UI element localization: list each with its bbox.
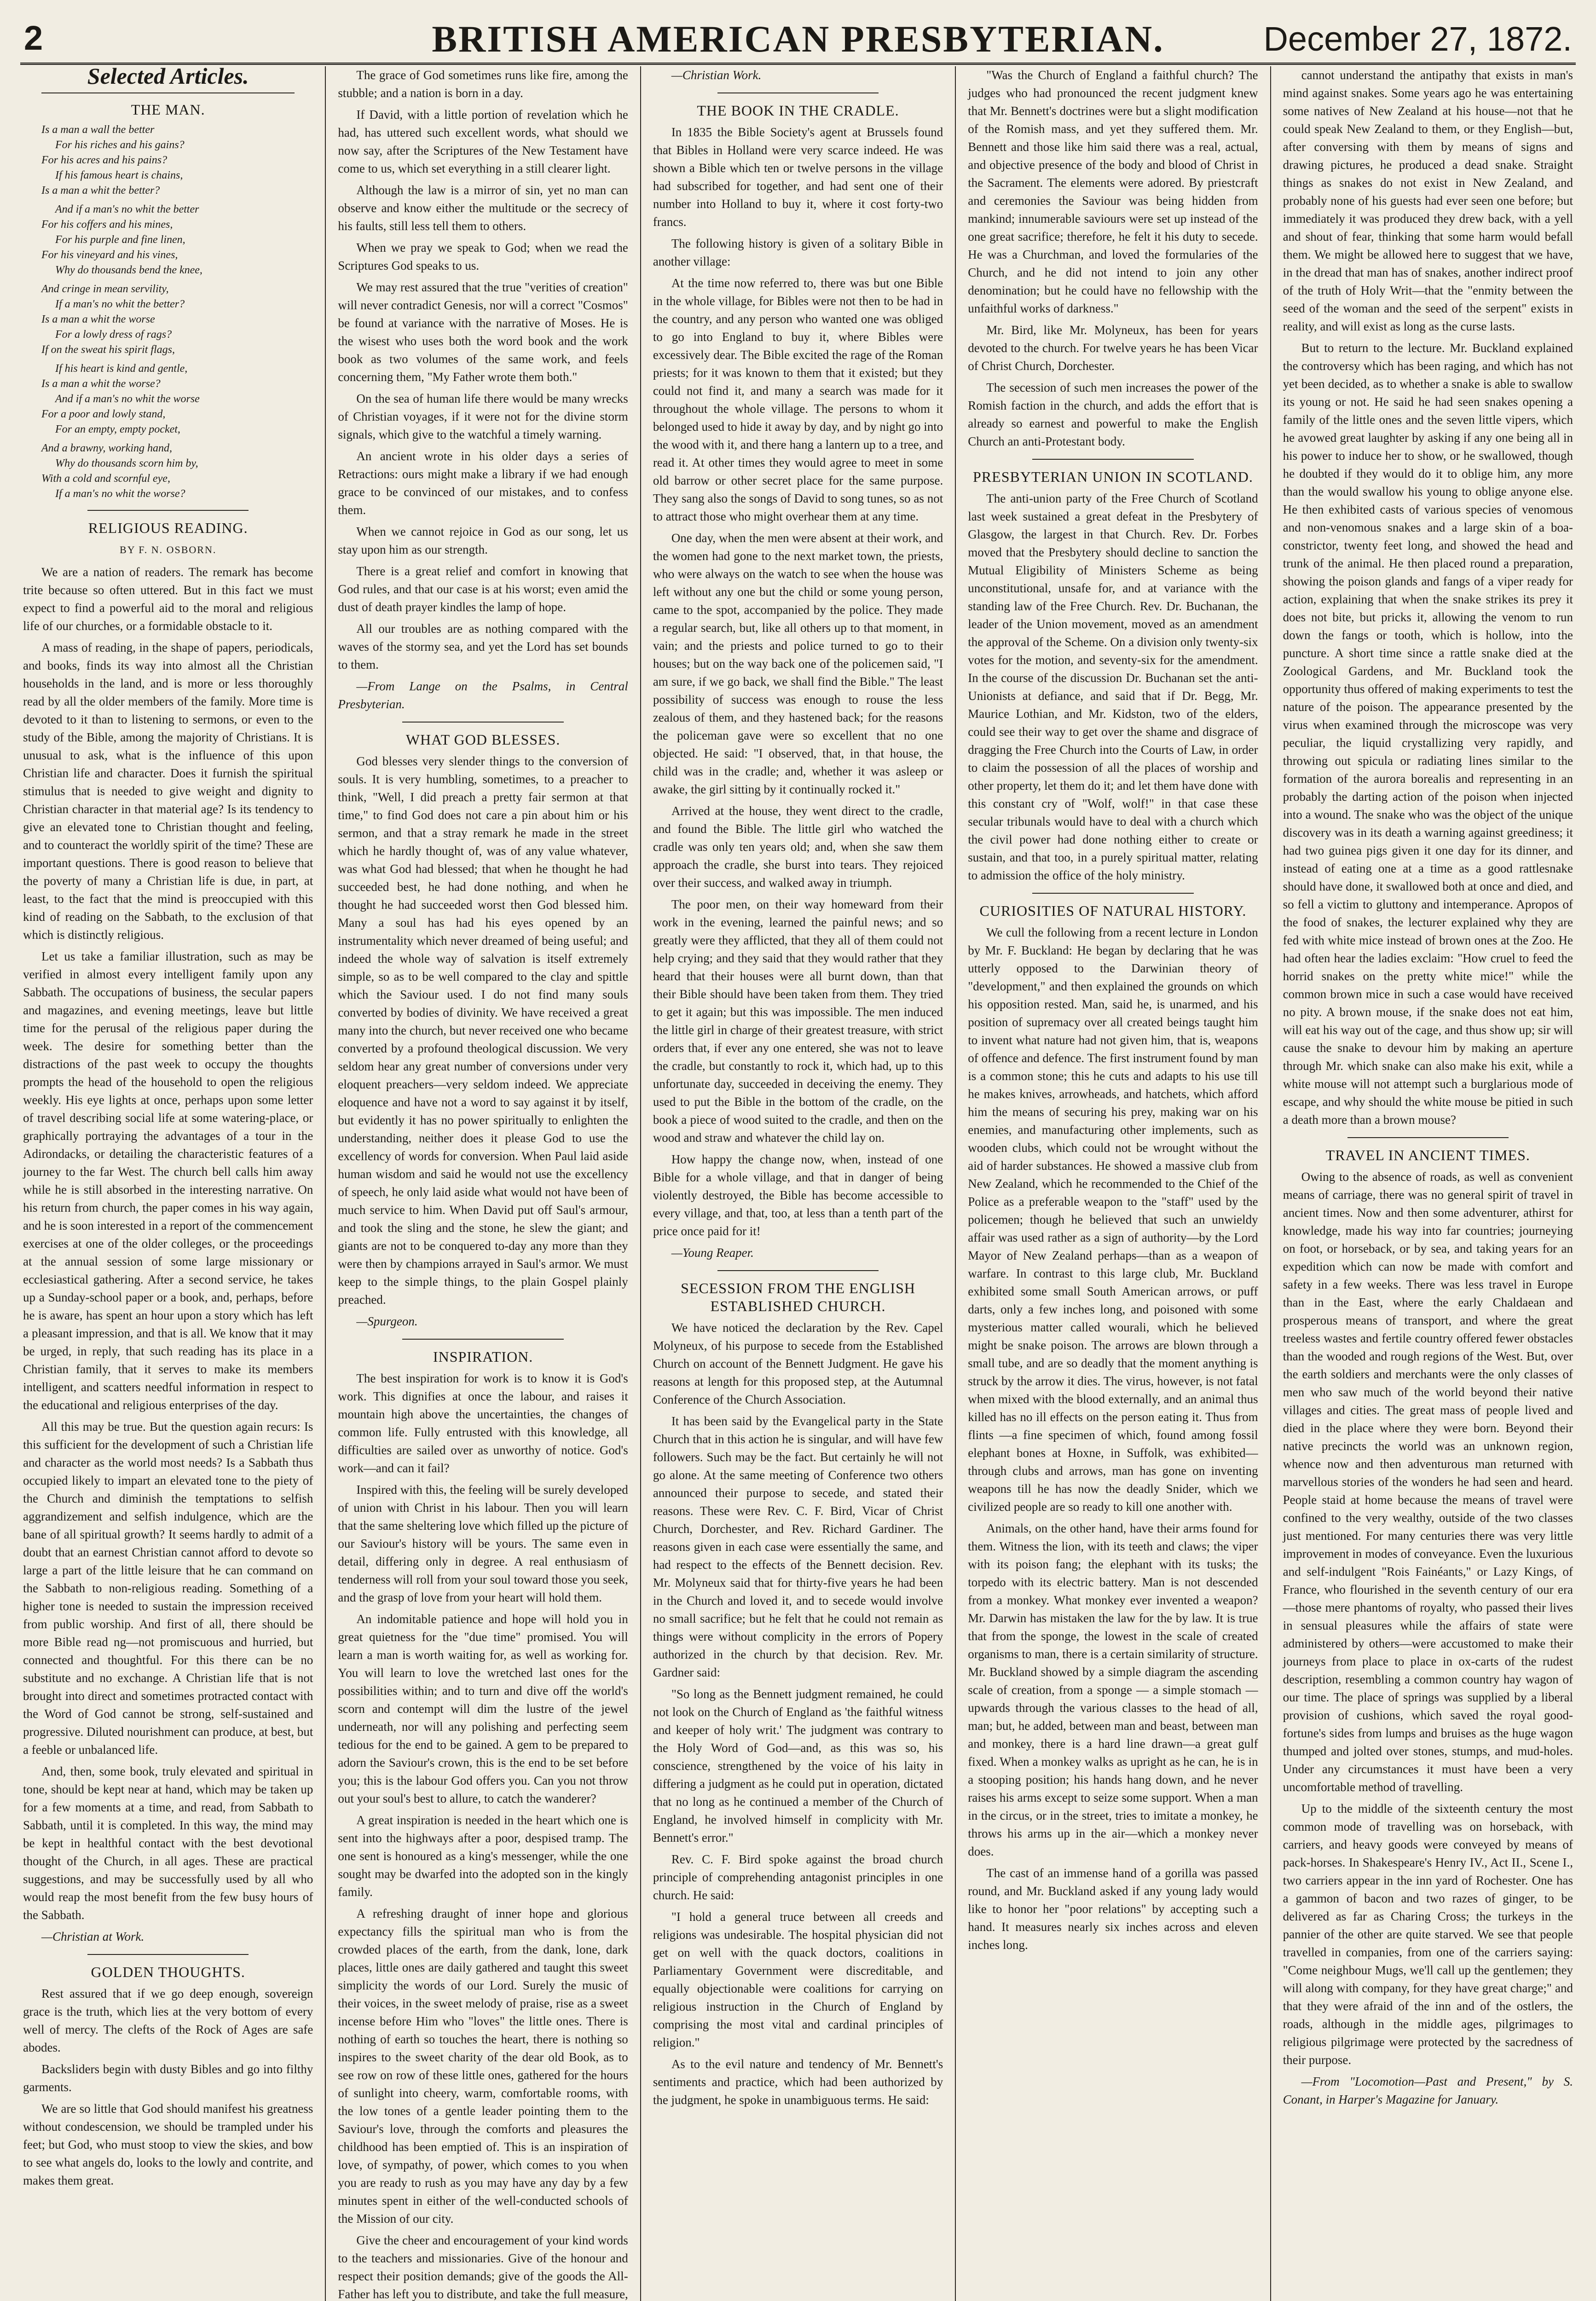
paragraph: "So long as the Bennett judgment remained, he could not look on the Church of England as 'the faithful witness and keeper of holy writ.' The judgment was contrary to the Holy Word of God—and, as this was so, his conscience, strengthened by the voice of his laity in differing a judgment as he could put in operation, dictated that no long as he continued a member of the Church of England, he involved himself in complicity with Mr. Bennett's error.": [653, 1687, 943, 1844]
paragraph: A refreshing draught of inner hope and glorious expectancy fills the spiritual man who is from the crowded places of the earth, from the dank, lone, dark places, little ones are daily gathered and taught this sweet simplicity the words of our Lord. Surely the music of their voices, in the sweet melody of praise, rise as a sweet incense before Him who "loves" the little ones. There is nothing of earth so touches the heart, there is nothing so inspires to the sweet charity of the dear old Book, as to see row on row of these little ones, gathered for the hours of sunlight into cheery, warm, comfortable rooms, with the low tones of a gentle leader pointing them to the Saviour's love, through the comforts and pleasures the childhood has been emptied of. This is an inspiration of love, of sympathy, of power, which comes to you when you are ready to rush as you may have any day by a few minutes spent in either of the well-conducted schools of the Mission of our city.: [338, 1907, 628, 2226]
paragraph: If David, with a little portion of revelation which he had, has uttered such excellent words, what should we now say, after the Scriptures of the New Testament have come to us, which set everything in a still clearer light.: [338, 108, 628, 175]
poem-man: [23, 122, 313, 502]
paragraph: At the time now referred to, there was but one Bible in the whole village, for Bibles were not then to be had in the country, and any person who wanted one was obliged to go into England to buy it, where Bibles were excessively dear. The Bible excited the rage of the Roman priests; for it was known to them that it existed; but they could not find it, and many a search was made for it throughout the whole village. The persons to whom it belonged used to hide it away by day, and by night go into the wood with it, and there hang a lantern up to a tree, and read it. At other times they would agree to meet in some old barrow or other secret place for the same purpose. They sang also the songs of David to song tunes, so as not to attract those who might overhear them at any time.: [653, 276, 943, 523]
article-body-secession-continued: [968, 66, 1258, 451]
paragraph: Owing to the absence of roads, as well as convenient means of carriage, there was no general spirit of travel in ancient times. Now and then some adventurer, athirst for knowledge, made his way into far countries; journeying on foot, or horseback, or by sea, and taking years for an expedition which can now be made with comfort and safety in a few weeks. There was less travel in Europe than in the East, where the early Chaldaean and prosperous means of transport, and where the great treeless wastes and fertile country offered fewer obstacles than the wooded and rough regions of the West. But, over the earth soldiers and merchants were the only classes of men who saw much of the world beyond their native villages and cities. The great mass of people lived and died in the place where they were born. Beyond their native precincts the world was an unknown region, whence now and then adventurous man returned with marvellous stories of the wonders he had seen and heard. People staid at home because the means of travel were confined to the very wealthy, outside of the two classes just mentioned. For many centuries there was very little improvement in modes of conveyance. Even the luxurious and self-indulgent "Rois Fainéants," or Lazy Kings, of France, who flourished in the seventh century of our era—those mere phantoms of royalty, who passed their lives in sensual pleasures while the affairs of state were administered by others—were accustomed to make their journeys from place to place in ox-carts of the rudest description, resembling a common country hay wagon of our time. The place of springs was supplied by a liberal provision of cushions, which saved the royal good-fortune's sides from lumps and bruises as the huge wagon thumped and jolted over stones, stumps, and mud-holes. Under any circumstances it must have been a very uncomfortable method of travelling.: [1283, 1170, 1573, 1794]
poem-line: And if a man's no whit the better: [55, 203, 199, 215]
paragraph: Inspired with this, the feeling will be surely developed of union with Christ in his labour. Then you will learn that the same sheltering love which filled up the picture of our Saviour's history will be yours. The same even in detail, differing only in degree. A real enthusiasm of tenderness will roll from your soul toward those you seek, and the grasp of love from your heart will hold them.: [338, 1483, 628, 1604]
poem-line: For his riches and his gains?: [55, 139, 185, 151]
article-source: —From "Locomotion—Past and Present," by S. Conant, in Harper's Magazine for January.: [1283, 2075, 1573, 2106]
article-title-inspiration: INSPIRATION.: [433, 1348, 533, 1365]
poem-line: If his famous heart is chains,: [55, 169, 183, 181]
paragraph: On the sea of human life there would be many wrecks of Christian voyages, if it were not for the divine storm signals, which give to the watchful a timely warning.: [338, 392, 628, 441]
paragraph: The grace of God sometimes runs like fire, among the stubble; and a nation is born in a day.: [338, 68, 628, 100]
article-source: —Young Reaper.: [671, 1246, 754, 1260]
divider: [87, 510, 249, 511]
article-title-man: THE MAN.: [131, 101, 205, 118]
paragraph: And, then, some book, truly elevated and spiritual in tone, should be kept near at hand, which may be taken up for a few moments at a time, and read, from Sabbath to Sabbath, until it is completed. In this way, the mind may be kept in healthful contact with the best devotional thought of the Church, in all ages. These are practical suggestions, and may be successfully used by all who would reap the most benefit from the few busy hours of the Sabbath.: [23, 1764, 313, 1922]
paragraph: One day, when the men were absent at their work, and the women had gone to the next market town, the priests, who were always on the watch to see when the house was left without any one but the child or some young person, came to the spot, accompanied by the police. They made a regular search, but, like all others up to that moment, in vain; and the priests and police turned to go to their houses; but on the way back one of the policemen said, "I am sure, if we go back, we shall find the Bible." The least possibility of success was enough to rouse the less zealous of them, and they hastened back; for the reasons the policeman gave were so excellent that no one objected. He said: "I observed, that, in that house, the child was in the cradle; and, whether it was asleep or awake, the girl sitting by it continually rocked it.": [653, 531, 943, 796]
poem-line: And a brawny, working hand,: [41, 442, 173, 454]
article-body-curiosities: [968, 924, 1258, 1954]
paragraph: Animals, on the other hand, have their arms found for them. Witness the lion, with its teeth and claws; the viper with its poison fang; the elephant with its tusks; the torpedo with its electric battery. Man is not descended from a monkey. What monkey ever invented a weapon? Mr. Darwin has mistaken the law for the by law. It is true that from the sponge, the lowest in the scale of created organisms to man, there is a certain similarity of structure. Mr. Buckland showed by a simple diagram the ascending scale of creation, from a sponge — a simple stomach — upwards through the various classes to the head of all, man; but, he added, between man and beast, between man and monkey, there is a hard line drawn—a great gulf fixed. When a monkey walks as upright as he can, he is in a stooping position; his hands hang down, and he never raises his arms except to seize some support. When a man in the circus, or in the street, tries to imitate a monkey, he throws his arms up in the air—which a monkey never does.: [968, 1521, 1258, 1858]
newspaper-title: BRITISH AMERICAN PRESBYTERIAN.: [432, 18, 1164, 60]
article-source: —Christian Work.: [671, 68, 762, 82]
paragraph: When we pray we speak to God; when we read the Scriptures God speaks to us.: [338, 241, 628, 272]
paragraph: How happy the change now, when, instead of one Bible for a whole village, and that in danger of being violently destroyed, the Bible has become accessible to every village, and that, too, at less than a tenth part of the price once paid for it!: [653, 1152, 943, 1238]
article-title-book-in-cradle: THE BOOK IN THE CRADLE.: [697, 102, 899, 119]
paragraph: Backsliders begin with dusty Bibles and go into filthy garments.: [23, 2062, 313, 2094]
poem-line: For his acres and his pains?: [41, 154, 168, 166]
paragraph: As to the evil nature and tendency of Mr. Bennett's sentiments and practice, which had been authorized by the judgment, he spoke in unambiguous terms. He said:: [653, 2057, 943, 2107]
poem-line: And if a man's no whit the worse: [55, 393, 200, 405]
poem-line: Is a man a whit the better?: [41, 185, 160, 197]
article-body-presbyterian-union: [968, 490, 1258, 885]
article-title-religious-reading: RELIGIOUS READING.: [88, 520, 248, 536]
paragraph: We cull the following from a recent lecture in London by Mr. F. Buckland: He began by declaring that he was utterly opposed to the Darwinian theory of "development," and then explained the grounds on which his opposition rested. Man, said he, is unarmed, and his position of supremacy over all created beings taught him to invent what nature had not given him, that is, weapons of offence and defence. The first instrument found by man is a common stone; this he cuts and adapts to his use till he makes knives, arrowheads, and hatchets, which afford him the means of securing his prey, making war on his enemies, and manufacturing other implements, such as wooden clubs, which could not be wrought without the aid of harder substances. He showed a massive club from New Zealand, which he recommended to the Chief of the Police as a preferable weapon to the "staff" used by the policemen; though he believed that such an unwieldy affair was used rather as a sign of authority—by the Lord Mayor of New Zealand perhaps—than as a weapon of warfare. In contrast to this large club, Mr. Buckland exhibited some small South American arrows, or puff darts, only a few inches long, and poisoned with some mysterious matter called wourali, which he believed might be snake poison. The arrows are blown through a small tube, and are so deadly that the moment anything is struck by the arrow it dies. The virus, however, is not fatal when mixed with the blood externally, and an animal thus killed has no ill effects on the person eating it. Thus from flints —a fine specimen of which, found among fossil elephant bones at Hoxne, in Suffolk, was exhibited—through clubs and arrows, man has gone on inventing weapons till he has now the deadly Snider, which we civilized people are so ready to kill one another with.: [968, 925, 1258, 1514]
article-source: —Christian at Work.: [41, 1930, 145, 1943]
paragraph: Arrived at the house, they went direct to the cradle, and found the Bible. The little girl who watched the cradle was only ten years old; and, when she saw them approach the cradle, she burst into tears. They rejoiced over their success, and walked away in triumph.: [653, 804, 943, 890]
poem-line: Why do thousands bend the knee,: [55, 264, 202, 276]
article-title-golden-thoughts: GOLDEN THOUGHTS.: [91, 1964, 245, 1980]
divider: [402, 1339, 563, 1340]
paragraph: The secession of such men increases the power of the Romish faction in the church, and adds the effort that is already so earnest and powerful to make the English Church an anti-Protestant body.: [968, 381, 1258, 448]
paragraph: The following history is given of a solitary Bible in another village:: [653, 237, 943, 268]
article-body-what-god-blesses: [338, 752, 628, 1309]
article-body-religious-reading: [23, 563, 313, 1924]
paragraph: There is a great relief and comfort in knowing that God rules, and that our case is at his worst; even amid the dust of death prayer kindles the lamp of hope.: [338, 564, 628, 614]
paragraph: An indomitable patience and hope will hold you in great quietness for the "due time" promised. You will learn a man is worth waiting for, as well as working for. You will learn to love the wretched last ones for the possibilities within; and to turn and dive off the world's scorn and contempt will dim the lustre of the jewel underneath, nor will any polishing and perfecting seem tedious for the end to be gained. A gem to be prepared to adorn the Saviour's crown, this is the end to be set before you; this is the labour God offers you. Can you not throw out your soul's best to allure, to catch the wanderer?: [338, 1612, 628, 1805]
paragraph: We are so little that God should manifest his greatness without condescension, we should be trampled under his feet; but God, who must stoop to view the skies, and bow to see what angels do, looks to the lowly and contrite, and makes them great.: [23, 2102, 313, 2187]
paragraph: Mr. Bird, like Mr. Molyneux, has been for years devoted to the church. For twelve years he has been Vicar of Christ Church, Dorchester.: [968, 323, 1258, 373]
article-body-book-in-cradle: [653, 123, 943, 1240]
paragraph: In 1835 the Bible Society's agent at Brussels found that Bibles in Holland were very scarce indeed. He was shown a Bible which ten or twelve persons in the village had subscribed for together, and had sent one of their number into Holland to buy it, where it cost forty-two francs.: [653, 125, 943, 229]
column-5: [1270, 66, 1576, 2301]
article-source: —Spurgeon.: [356, 1314, 418, 1328]
paragraph: Rest assured that if we go deep enough, sovereign grace is the truth, which lies at the very bottom of every well of mercy. The clefts of the Rock of Ages are safe abodes.: [23, 1987, 313, 2054]
paragraph: The cast of an immense hand of a gorilla was passed round, and Mr. Buckland asked if any young lady would like to honor her "poor relations" by accepting such a hand. It measures nearly six inches across and eleven inches long.: [968, 1866, 1258, 1952]
poem-line: For an empty, empty pocket,: [55, 423, 180, 435]
byline: BY F. N. OSBORN.: [120, 544, 217, 555]
article-title-travel: TRAVEL IN ANCIENT TIMES.: [1325, 1147, 1530, 1163]
paragraph: The anti-union party of the Free Church of Scotland last week sustained a great defeat in the Presbytery of Glasgow, the largest in that Church. Rev. Dr. Forbes moved that the Presbytery should decline to sanction the Mutual Eligibility of Ministers Scheme as being unconstitutional, unsafe for, and at variance with the standing law of the Free Church. Rev. Dr. Buchanan, the leader of the Union movement, moved as an amendment the approval of the Scheme. On a division only twenty-six votes for the motion, and seventy-six for the amendment. In the course of the discussion Dr. Buchanan set the anti-Unionists at defiance, and said that if Dr. Begg, Mr. Maurice Lothian, and Mr. Kidston, two of the elders, could see their way to get over the shame and disgrace of dragging the Free Church into the Courts of Law, in order to claim the possession of all the places of worship and other property, let them do it; and let them have done with this constant cry of "Wolf, wolf!" in that case these secular tribunals would have to deal with a church which the civil power had done nothing either to create or sustain, and that too, in a purely spiritual matter, relating to admission the office of the holy ministry.: [968, 491, 1258, 882]
article-body-maxims: [338, 66, 628, 674]
paragraph: The best inspiration for work is to know it is God's work. This dignifies at once the labour, and raises it mountain high above the uncertainties, the changes of common life. Fully entrusted with this knowledge, all difficulties are sailed over as unworthy of notice. God's work—and can it fail?: [338, 1371, 628, 1475]
section-label: Selected Articles.: [87, 66, 249, 89]
divider: [1032, 893, 1193, 894]
poem-line: With a cold and scornful eye,: [41, 473, 170, 485]
divider: [87, 1954, 249, 1955]
paragraph: God blesses very slender things to the conversion of souls. It is very humbling, sometimes, to a preacher to think, "Well, I did preach a pretty fair sermon at that time," to find God does not care a pin about him or his sermon, and that a stray remark he made in the street which he hardly thought of, was of any value whatever, was what God had blessed; that when he thought he had succeeded best, he had done nothing, and when he thought he had succeeded worst then God blessed him. Many a soul has had his eyes opened by an instrumentality which never dreamed of being useful; and indeed the whole way of salvation is itself extremely simple, so as to be well compared to the clay and spittle which the Saviour used. I do not find many souls converted by bodies of divinity. We have received a great many into the church, but never received one who became converted by a profound theological discussion. We very seldom hear any great number of conversions under very eloquent preachers—very seldom indeed. We appreciate eloquence and have not a word to say against it by itself, but evidently it has no power spiritually to enlighten the understanding, neither does it please God to use the excellency of words for conversion. When Paul laid aside human wisdom and said he would not use the excellency of speech, he only laid aside what would not have been of much service to him. When David put off Saul's armour, and took the sling and the stone, he slew the giant; and giants are not to be conquered to-day any more than they were then by champions arrayed in Saul's armor. We must keep to the simple things, to the plain Gospel plainly preached.: [338, 754, 628, 1307]
article-body-secession: [653, 1319, 943, 2109]
paragraph: "I hold a general truce between all creeds and religions was undesirable. The hospital physician did not get on well with the quack doctors, coalitions in Parliamentary Government were discreditable, and equally objectionable were coalitions for carrying on religious instruction in the Church of England by comprising the most vital and cardinal principles of religion.": [653, 1910, 943, 2049]
paragraph: Let us take a familiar illustration, such as may be verified in almost every intelligent family upon any Sabbath. The occupations of business, the secular papers and magazines, and evening meetings, leave but little time for the perusal of the religious paper during the week. The desire for something better than the distractions of the past week to occupy the thoughts prompts the head of the household to open the religious weekly. His eye lights at once, perhaps upon some letter of travel describing social life at some watering-place, or graphically portraying the advantages of a tour in the Adirondacks, or detailing the characteristic features of a journey to the far West. The church bell calls him away while he is still absorbed in the interesting narrative. On his return from church, the paper comes in his way again, and he is soon interested in a report of the commencement exercises at one of the older colleges, or the proceedings at the annual session of some large missionary or ecclesiastical gathering. After a second service, he takes up a Sunday-school paper or a book, and, perhaps, before he is aware, has spent an hour upon a story which has left a pleasant impression, and that is all. We know that it may be urged, in reply, that such reading has its place in a Christian family, that it serves to make its members intelligent, and scatters needful information in respect to the educational and religious enterprises of the day.: [23, 949, 313, 1412]
column-2: [325, 66, 640, 2301]
poem-line: For his coffers and his mines,: [41, 219, 173, 231]
column-3: [640, 66, 955, 2301]
paragraph: Although the law is a mirror of sin, yet no man can observe and know either the multitude or the secrecy of his faults, still less tell them to others.: [338, 183, 628, 233]
article-body-curiosities-continued: [1283, 66, 1573, 1129]
issue-date: December 27, 1872.: [1263, 20, 1572, 58]
poem-line: If a man's no whit the worse?: [55, 488, 185, 500]
paragraph: Rev. C. F. Bird spoke against the broad church principle of comprehending antagonist principles in one church. He said:: [653, 1852, 943, 1902]
poem-line: Is a man a whit the worse: [41, 313, 155, 325]
paragraph: Give the cheer and encouragement of your kind words to the teachers and missionaries. Give of the honour and respect their position demands; give of the goods the All-Father has left you to distribute, and take the full measure,: [338, 2233, 628, 2301]
page-number: 2: [24, 19, 43, 57]
article-title-curiosities: CURIOSITIES OF NATURAL HISTORY.: [979, 902, 1247, 919]
paragraph: A mass of reading, in the shape of papers, periodicals, and books, finds its way into almost all the Christian households in the land, and is more or less thoroughly read by all the older members of the family. More time is devoted to it than to listening to sermons, or even to the study of the Bible, among the majority of Christians. It is unusual to ask, what is the influence of this upon Christian life and character. Does it furnish the spiritual stimulus that is needed to give weight and dignity to Christian character in that material age? Is its tendency to give an elevated tone to Christian thought and feeling, and to counteract the worldly spirit of the time? These are important questions. There is good reason to believe that the poverty of many a Christian life is due, in part, at least, to the fact that the mind is preoccupied with this kind of reading on the Sabbath, to the exclusion of that which is distinctly religious.: [23, 641, 313, 942]
divider: [1032, 459, 1193, 460]
paragraph: An ancient wrote in his older days a series of Retractions: ours might make a library if we had enough grace to be convinced of our mistakes, and to confess them.: [338, 449, 628, 517]
article-body-travel: [1283, 1168, 1573, 2069]
column-1: [20, 66, 325, 2301]
poem-line: For his vineyard and his vines,: [41, 249, 178, 261]
paragraph: We may rest assured that the true "verities of creation" will never contradict Genesis, nor will a correct "Cosmos" be found at variance with the narrative of Moses. He is the wisest who uses both the word book and the work book as two volumes of the same work, and feels concerning them, "My Father wrote them both.": [338, 280, 628, 384]
column-4: [955, 66, 1270, 2301]
poem-line: Is a man a whit the worse?: [41, 378, 161, 390]
article-body-golden-thoughts: [23, 1985, 313, 2190]
poem-line: If a man's no whit the better?: [55, 298, 185, 310]
poem-line: And cringe in mean servility,: [41, 283, 169, 295]
paragraph: We have noticed the declaration by the Rev. Capel Molyneux, of his purpose to secede from the Established Church on account of the Bennett Judgment. He gave his reasons at length for this proposed step, at the Autumnal Conference of the Church Association.: [653, 1321, 943, 1406]
article-title-secession: SECESSION FROM THE ENGLISH ESTABLISHED CHURCH.: [681, 1280, 915, 1314]
poem-line: If on the sweat his spirit flags,: [41, 344, 175, 356]
poem-line: For his purple and fine linen,: [55, 234, 185, 246]
paragraph: All this may be true. But the question again recurs: Is this sufficient for the development of such a Christian life and character as the world most needs? Is a Sabbath thus occupied likely to impart an elevated tone to the piety of the Church and diminish the temptations to selfish aggrandizement and selfish indulgence, which are the bane of all spiritual growth? It seems hardly to admit of a doubt that an earnest Christian cannot afford to devote so large a part of the little leisure that he can command on the Sabbath to non-religious reading. Something of a higher tone is needed to sustain the impression received from public worship. And first of all, there should be more Bible read ng—not promiscuous and hurried, but connected and thoughtful. For this there can be no substitute and no exchange. A Christian life that is not brought into direct and sometimes protracted contact with the Word of God cannot be strong, self-sustained and progressive. Diluted nourishment can produce, at best, but a feeble or unbalanced life.: [23, 1420, 313, 1757]
article-body-inspiration: [338, 1370, 628, 2301]
paragraph: The poor men, on their way homeward from their work in the evening, learned the painful news; and so greatly were they afflicted, that they all of them could not help crying; and they said that they would rather that they heard that their houses were all burnt down, than that their Bible should have been taken from them. They tried to get it again; but this was impossible. The men induced the little girl in charge of their greatest treasure, with strict orders that, if ever any one entered, she was not to leave the cradle, but constantly to rock it, which had, up to this unfortunate day, succeeded in deceiving the enemy. They used to put the Bible in the bottom of the cradle, on the book a piece of wood suited to the cradle, and then on the wood and straw and whatever the child lay on.: [653, 897, 943, 1145]
poem-line: For a lowly dress of rags?: [55, 329, 172, 341]
paragraph: Up to the middle of the sixteenth century the most common mode of travelling was on horseback, with carriers, and heavy goods were conveyed by means of pack-horses. In Shakespeare's Henry IV., Act II., Scene I., two carriers appear in the inn yard of Rochester. One has a gammon of bacon and two razes of ginger, to be delivered as far as Charing Cross; the turkeys in the pannier of the other are quite starved. We see that people travelled in companies, from one of the carriers saying: "Come neighbour Mugs, we'll call up the gentlemen; they will along with company, for they have great charge;" and that they were afraid of the inn and of the ostlers, the roads, although in the middle ages, pilgrimages to religious pilgrimage were protected by the sacredness of their purpose.: [1283, 1802, 1573, 2067]
columns: [20, 66, 1576, 2301]
paragraph: We are a nation of readers. The remark has become trite because so often uttered. But in this fact we must expect to find a powerful aid to the moral and religious life of our churches, or a formidable obstacle to it.: [23, 565, 313, 633]
paragraph: A great inspiration is needed in the heart which one is sent into the highways after a poor, despised tramp. The one sent is honoured as a king's messenger, while the one sought may be dwarfed into the adopted son in the kingly family.: [338, 1813, 628, 1899]
article-source: —From Lange on the Psalms, in Central Presbyterian.: [338, 679, 628, 711]
article-title-presbyterian-union: PRESBYTERIAN UNION IN SCOTLAND.: [973, 468, 1253, 485]
paragraph: "Was the Church of England a faithful church? The judges who had pronounced the recent judgment knew that Mr. Bennett's doctrines were but a slight modification of the Romish mass, and yet they suffered them. Mr. Bennett and those like him said there was a real, actual, and objective presence of the body and blood of Christ in the Sacrament. The elements were adored. By priestcraft and ceremonies the Saviour was being hidden from mankind; innumerable saviours were set up instead of the one great sacrifice; therefore, he felt it his duty to secede. He was a Churchman, and loved the formularies of the Church, and he did not intend to join any other denomination; but he could have no fellowship with the unfaithful works of darkness.": [968, 68, 1258, 315]
paragraph: When we cannot rejoice in God as our song, let us stay upon him as our strength.: [338, 525, 628, 556]
paragraph: But to return to the lecture. Mr. Buckland explained the controversy which has been raging, and which has not yet been decided, as to whether a snake is able to swallow its young or not. He said he had seen snakes opening a family of the little ones and the seven little vipers, which he avowed great laughter by asking if any one being all in his power to induce her to show, or he swallowed, though he doubted if they would do it to oblige him, any more than the would swallow his young to oblige anyone else. He then exhibited casts of various species of venomous and non-venomous snakes and a large skin of a boa-constrictor, twenty feet long, and showed the head and trunk of the animal. He then placed round a preparation, showing the poison glands and fangs of a viper ready for action, explaining that when the snake strikes its prey it does not bite, but pricks it, allowing the venom to run down the fangs or tooth, which is hollow, into the puncture. A short time since a rattle snake died at the Zoological Gardens, and Mr. Buckland took the opportunity thus offered of making experiments to test the nature of the poison. The appearance presented by the virus when examined through the microscope was very peculiar, the liquid crystallizing very rapidly, and throwing out spicula or radiating lines similar to the formation of the aurora borealis and representing in an probably the darting action of the poison when injected into a wound. The snake who was the object of the unique discovery was in its death a warning against greediness; it had two guinea pigs given it one day for its dinner, and instead of eating one at a time as a good rattlesnake should have done, it swallowed both at once and died, and so fell a victim to gluttony and intemperance. Apropos of the food of snakes, the lecturer explained why they are fed with white mice instead of brown ones at the Zoo. He had often hear the ladies exclaim: "How cruel to feed the horrid snakes on the pretty white mice!" while the common brown mice in such a case would have received no pity. A brown mouse, if the snake does not eat him, will eat his way out of the cage, and thus show up; sir will cause the snake to devour him by making an aperture through Mr. which snake can also make his exit, while a white mouse will not attempt such a burglarious mode of escape, and why should the white mouse be pitied in such a death more than a brown mouse?: [1283, 341, 1573, 1127]
divider: [717, 1270, 879, 1271]
divider: [1347, 1137, 1509, 1138]
paragraph: All our troubles are as nothing compared with the waves of the stormy sea, and yet the Lord has set bounds to them.: [338, 622, 628, 671]
poem-line: If his heart is kind and gentle,: [55, 363, 188, 375]
poem-line: Why do thousands scorn him by,: [55, 457, 198, 469]
divider: [402, 722, 563, 723]
paragraph: It has been said by the Evangelical party in the State Church that in this action he is singular, and will have few followers. Such may be the fact. But certainly he will not go alone. At the same meeting of Conference two others announced their purpose to secede, and stated their reasons. These were Rev. C. F. Bird, Vicar of Christ Church, Dorchester, and Rev. Richard Gardiner. The reasons given in each case were essentially the same, and had respect to the effects of the Bennett decision. Rev. Mr. Molyneux said that for thirty-five years he had been in the Church and loved it, and to secede would involve no small sacrifice; but he felt that he could not remain as things were without complicity in the errors of Popery authorized in the church by that decision. Rev. Mr. Gardner said:: [653, 1414, 943, 1679]
article-title-what-god-blesses: WHAT GOD BLESSES.: [405, 731, 561, 748]
masthead: [20, 13, 1576, 65]
paragraph: cannot understand the antipathy that exists in man's mind against snakes. Some years ago he was entertaining some natives of New Zealand at his house—not that he could speak New Zealand to them, or they English—but, after conversing with them by means of signs and drawing pictures, he produced a dead snake. Straight things as snakes do not exist in New Zealand, and probably none of his guests had ever seen one before; but immediately it was produced they drew back, with a yell and shout of fear, thinking that some harm would befall them. We might be allowed here to suggest that we have, in the dread that man has of snakes, another indirect proof of the truth of Holy Writ—that the "enmity between the seed of the woman and the seed of the serpent" exists in reality, and will exist as long as the curse lasts.: [1283, 68, 1573, 333]
poem-line: Is a man a wall the better: [41, 124, 155, 136]
poem-line: For a poor and lowly stand,: [41, 408, 166, 420]
